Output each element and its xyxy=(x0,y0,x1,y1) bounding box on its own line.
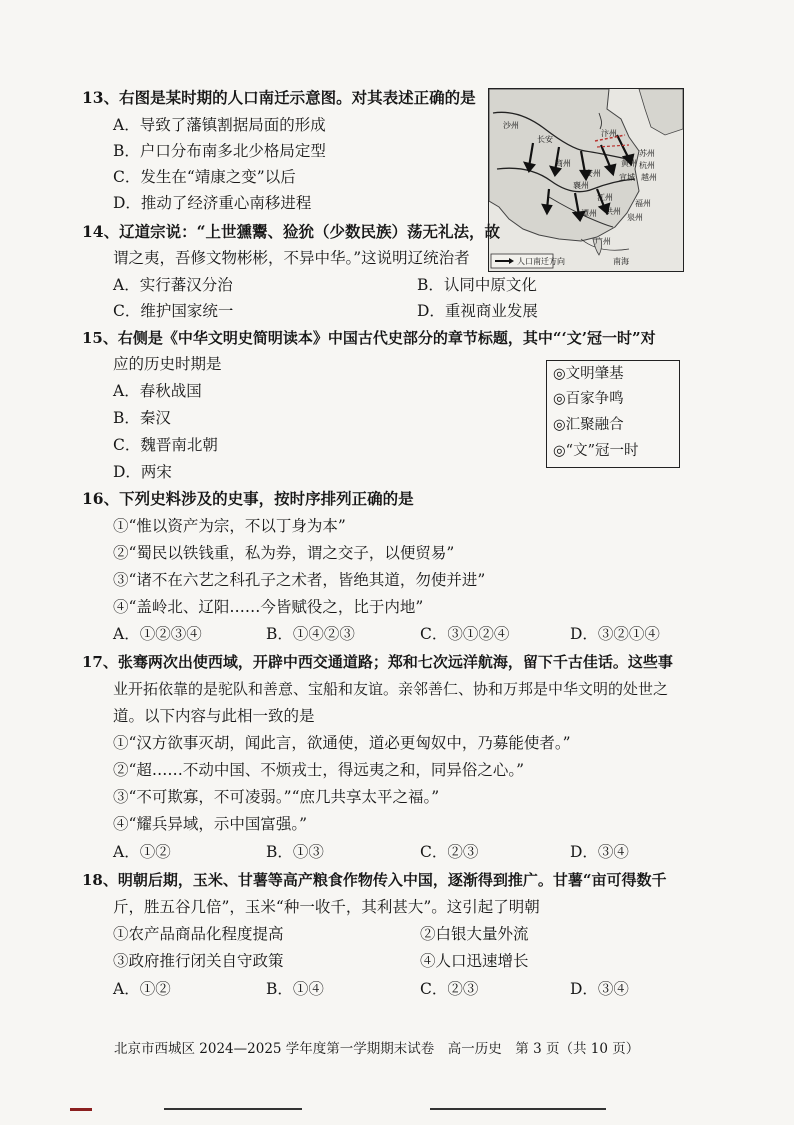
q13-option-a: A．导致了藩镇割据局面的形成 xyxy=(113,116,326,134)
q15-option-b: B．秦汉 xyxy=(113,409,171,427)
q17-item-2: ②“超……不动中国、不烦戎士，得远夷之和，同异俗之心。” xyxy=(113,761,525,779)
chapter-title-1: ◎文明肇基 xyxy=(553,366,624,382)
map-label-suzhou: 苏州 xyxy=(639,149,655,158)
chapter-title-4: ◎“文”冠一时 xyxy=(553,443,639,459)
q16-item-2: ②“蜀民以铁钱重，私为券，谓之交子，以便贸易” xyxy=(113,544,455,562)
q17-stem-line-2: 业开拓依靠的是驼队和善意、宝船和友谊。亲邻善仁、协和万邦是中华文明的处世之 xyxy=(113,680,669,698)
q14-option-c: C．维护国家统一 xyxy=(113,302,234,320)
q17-item-1: ①“汉方欲事灭胡，闻此言，欲通使，道必更匈奴中，乃募能使者。” xyxy=(113,734,571,752)
bottom-rule-left xyxy=(164,1108,302,1110)
q18-item-4: ④人口迅速增长 xyxy=(420,952,529,970)
map-label-shazhou: 沙州 xyxy=(503,121,519,130)
q17-option-d: D．③④ xyxy=(570,843,629,861)
q18-item-2: ②白银大量外流 xyxy=(420,925,529,943)
q16-stem: 16、下列史料涉及的史事，按时序排列正确的是 xyxy=(82,489,414,508)
q16-item-1: ①“惟以资产为宗，不以丁身为本” xyxy=(113,517,346,535)
q18-item-1: ①农产品商品化程度提高 xyxy=(113,925,284,943)
q16-option-a: A．①②③④ xyxy=(113,625,202,643)
q17-stem-line-3: 道。以下内容与此相一致的是 xyxy=(113,707,315,725)
q13-option-c: C．发生在“靖康之变”以后 xyxy=(113,168,296,186)
map-label-bianzhou: 汴州 xyxy=(601,129,617,138)
map-label-hangzhou: 杭州 xyxy=(639,161,655,170)
map-label-fuzhou: 福州 xyxy=(635,199,651,208)
chapter-titles-box xyxy=(546,360,680,468)
q14-option-d: D．重视商业发展 xyxy=(417,302,538,320)
q15-stem-line-1: 15、右侧是《中华文明史简明读本》中国古代史部分的章节标题，其中“‘文’冠一时”对 xyxy=(82,329,656,347)
page-footer: 北京市西城区 2024—2025 学年度第一学期期末试卷 高一历史 第 3 页（共 10 页） xyxy=(114,1041,640,1057)
q14-option-b: B．认同中原文化 xyxy=(417,276,537,294)
map-label-hongzhou: 洪州 xyxy=(605,207,621,216)
q18-option-b: B．①④ xyxy=(266,980,324,998)
q15-option-a: A．春秋战国 xyxy=(113,382,202,400)
q16-option-c: C．③①②④ xyxy=(420,625,510,643)
map-label-yuezhou: 越州 xyxy=(641,173,657,182)
q14-stem-line-2: 谓之夷，吾修文物彬彬，不异中华。”这说明辽统治者 xyxy=(113,249,470,267)
q16-item-3: ③“诸不在六艺之科孔子之术者，皆绝其道，勿使并进” xyxy=(113,571,486,589)
q16-option-b: B．①④②③ xyxy=(266,625,355,643)
map-label-xiangzhou: 襄州 xyxy=(573,181,589,190)
population-migration-map xyxy=(488,88,684,272)
bottom-mark xyxy=(70,1108,92,1111)
q18-stem-line-2: 斤，胜五谷几倍”，玉米“种一收千，其利甚大”。这引起了明朝 xyxy=(113,898,540,916)
q18-stem-line-1: 18、明朝后期，玉米、甘薯等高产粮食作物传入中国，逐渐得到推广。甘薯“亩可得数千 xyxy=(82,871,667,889)
q18-option-c: C．②③ xyxy=(420,980,479,998)
map-label-xuancheng: 宣城 xyxy=(619,173,635,182)
q13-option-d: D．推动了经济重心南移进程 xyxy=(113,194,312,212)
q17-option-b: B．①③ xyxy=(266,843,324,861)
q16-option-d: D．③②①④ xyxy=(570,625,660,643)
q17-item-4: ④“耀兵异域，示中国富强。” xyxy=(113,815,308,833)
q15-option-c: C．魏晋南北朝 xyxy=(113,436,218,454)
map-label-jiangzhou: 江州 xyxy=(597,193,613,202)
chapter-title-2: ◎百家争鸣 xyxy=(553,391,624,407)
q17-stem-line-1: 17、张骞两次出使西域，开辟中西交通道路；郑和七次远洋航海，留下千古佳话。这些事 xyxy=(82,653,673,671)
q18-option-d: D．③④ xyxy=(570,980,629,998)
map-label-huangzhou: 黄州 xyxy=(621,159,637,168)
map-label-nanhai: 南海 xyxy=(613,257,629,266)
map-label-shangzhou: 商州 xyxy=(555,159,571,168)
q15-stem-line-2: 应的历史时期是 xyxy=(113,355,222,373)
q17-option-a: A．①② xyxy=(113,843,171,861)
q13-stem: 13、右图是某时期的人口南迁示意图。对其表述正确的是 xyxy=(82,88,476,107)
q18-option-a: A．①② xyxy=(113,980,171,998)
map-label-anzhou: 安州 xyxy=(585,169,601,178)
map-label-changan: 长安 xyxy=(537,135,553,144)
map-label-tanzhou: 潭州 xyxy=(581,209,597,218)
q17-item-3: ③“不可欺寡，不可凌弱。”“庶几共享太平之福。” xyxy=(113,788,440,806)
q16-item-4: ④“盖岭北、辽阳……今皆赋役之，比于内地” xyxy=(113,598,424,616)
q18-item-3: ③政府推行闭关自守政策 xyxy=(113,952,284,970)
map-label-guangzhou: 广州 xyxy=(595,237,611,246)
map-label-quanzhou: 泉州 xyxy=(627,213,643,222)
chapter-title-3: ◎汇聚融合 xyxy=(553,417,624,433)
q14-stem-line-1: 14、辽道宗说：“上世獯鬻、猃狁（少数民族）荡无礼法，故 xyxy=(82,222,500,241)
q15-option-d: D．两宋 xyxy=(113,463,172,481)
bottom-rule-right xyxy=(430,1108,606,1110)
map-legend-migration-direction: 人口南迁方向 xyxy=(517,257,565,266)
q14-option-a: A．实行蕃汉分治 xyxy=(113,276,233,294)
q13-option-b: B．户口分布南多北少格局定型 xyxy=(113,142,326,160)
q17-option-c: C．②③ xyxy=(420,843,479,861)
